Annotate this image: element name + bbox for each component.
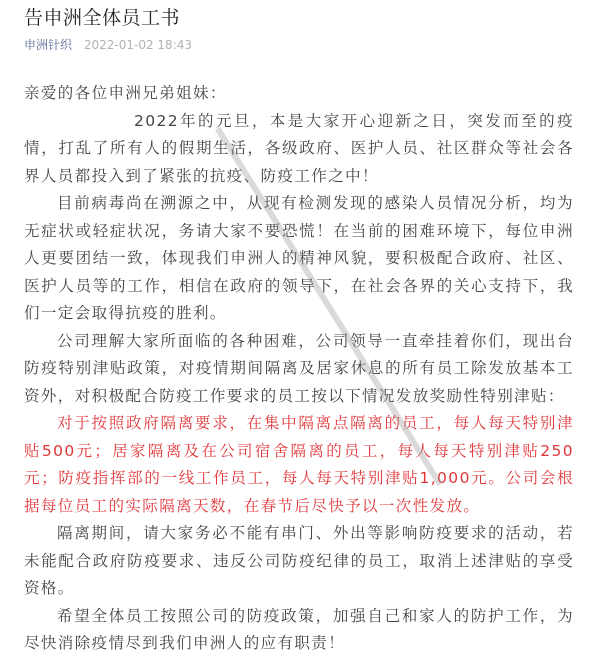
article-title: 告申洲全体员工书 bbox=[24, 7, 181, 29]
highlighted-paragraph: 对于按照政府隔离要求，在集中隔离点隔离的员工，每人每天特别津贴500元；居家隔离及在公司宿舍隔离的员工，每人每天特别津贴250元；防疫指挥部的一线工作员工，每人每天特别津贴1,000元。公司会根据每位员工的实际隔离天数，在春节后尽快予以一次性发放。 bbox=[24, 414, 574, 515]
article-meta bbox=[24, 36, 192, 53]
publish-date: 2022-01-02 18:43 bbox=[83, 38, 192, 52]
paragraph: 希望全体员工按照公司的防疫政策，加强自己和家人的防护工作，为尽快消除疫情尽到我们申洲人的应有职责！ bbox=[24, 606, 574, 652]
article-body bbox=[24, 80, 574, 658]
paragraph: 2022年的元旦，本是大家开心迎新之日，突发而至的疫情，打乱了所有人的假期生活，各级政府、医护人员、社区群众等社会各界人员都投入到了紧张的抗疫、防疫工作之中！ bbox=[24, 111, 574, 185]
paragraph: 隔离期间，请大家务必不能有串门、外出等影响防疫要求的活动，若未能配合政府防疫要求、违反公司防疫纪律的员工，取消上述津贴的享受资格。 bbox=[24, 524, 574, 597]
paragraph: 目前病毒尚在溯源之中，从现有检测发现的感染人员情况分析，均为无症状或轻症状况，务请大家不要恐慌！在当前的困难环境下，每位申洲人更要团结一致，体现我们申洲人的精神风貌，要积极配合政府、社区、医护人员等的工作，相信在政府的领导下，在社会各界的关心支持下，我们一定会取得抗疫的胜利。 bbox=[24, 194, 574, 322]
author-link[interactable]: 申洲针织 bbox=[24, 38, 73, 52]
paragraph: 公司理解大家所面临的各种困难，公司领导一直牵挂着你们，现出台防疫特别津贴政策，对疫情期间隔离及居家休息的所有员工除发放基本工资外，对积极配合防疫工作要求的员工按以下情况发放奖励性特别津贴： bbox=[24, 331, 574, 405]
greeting: 亲爱的各位申洲兄弟姐妹： bbox=[24, 84, 227, 102]
